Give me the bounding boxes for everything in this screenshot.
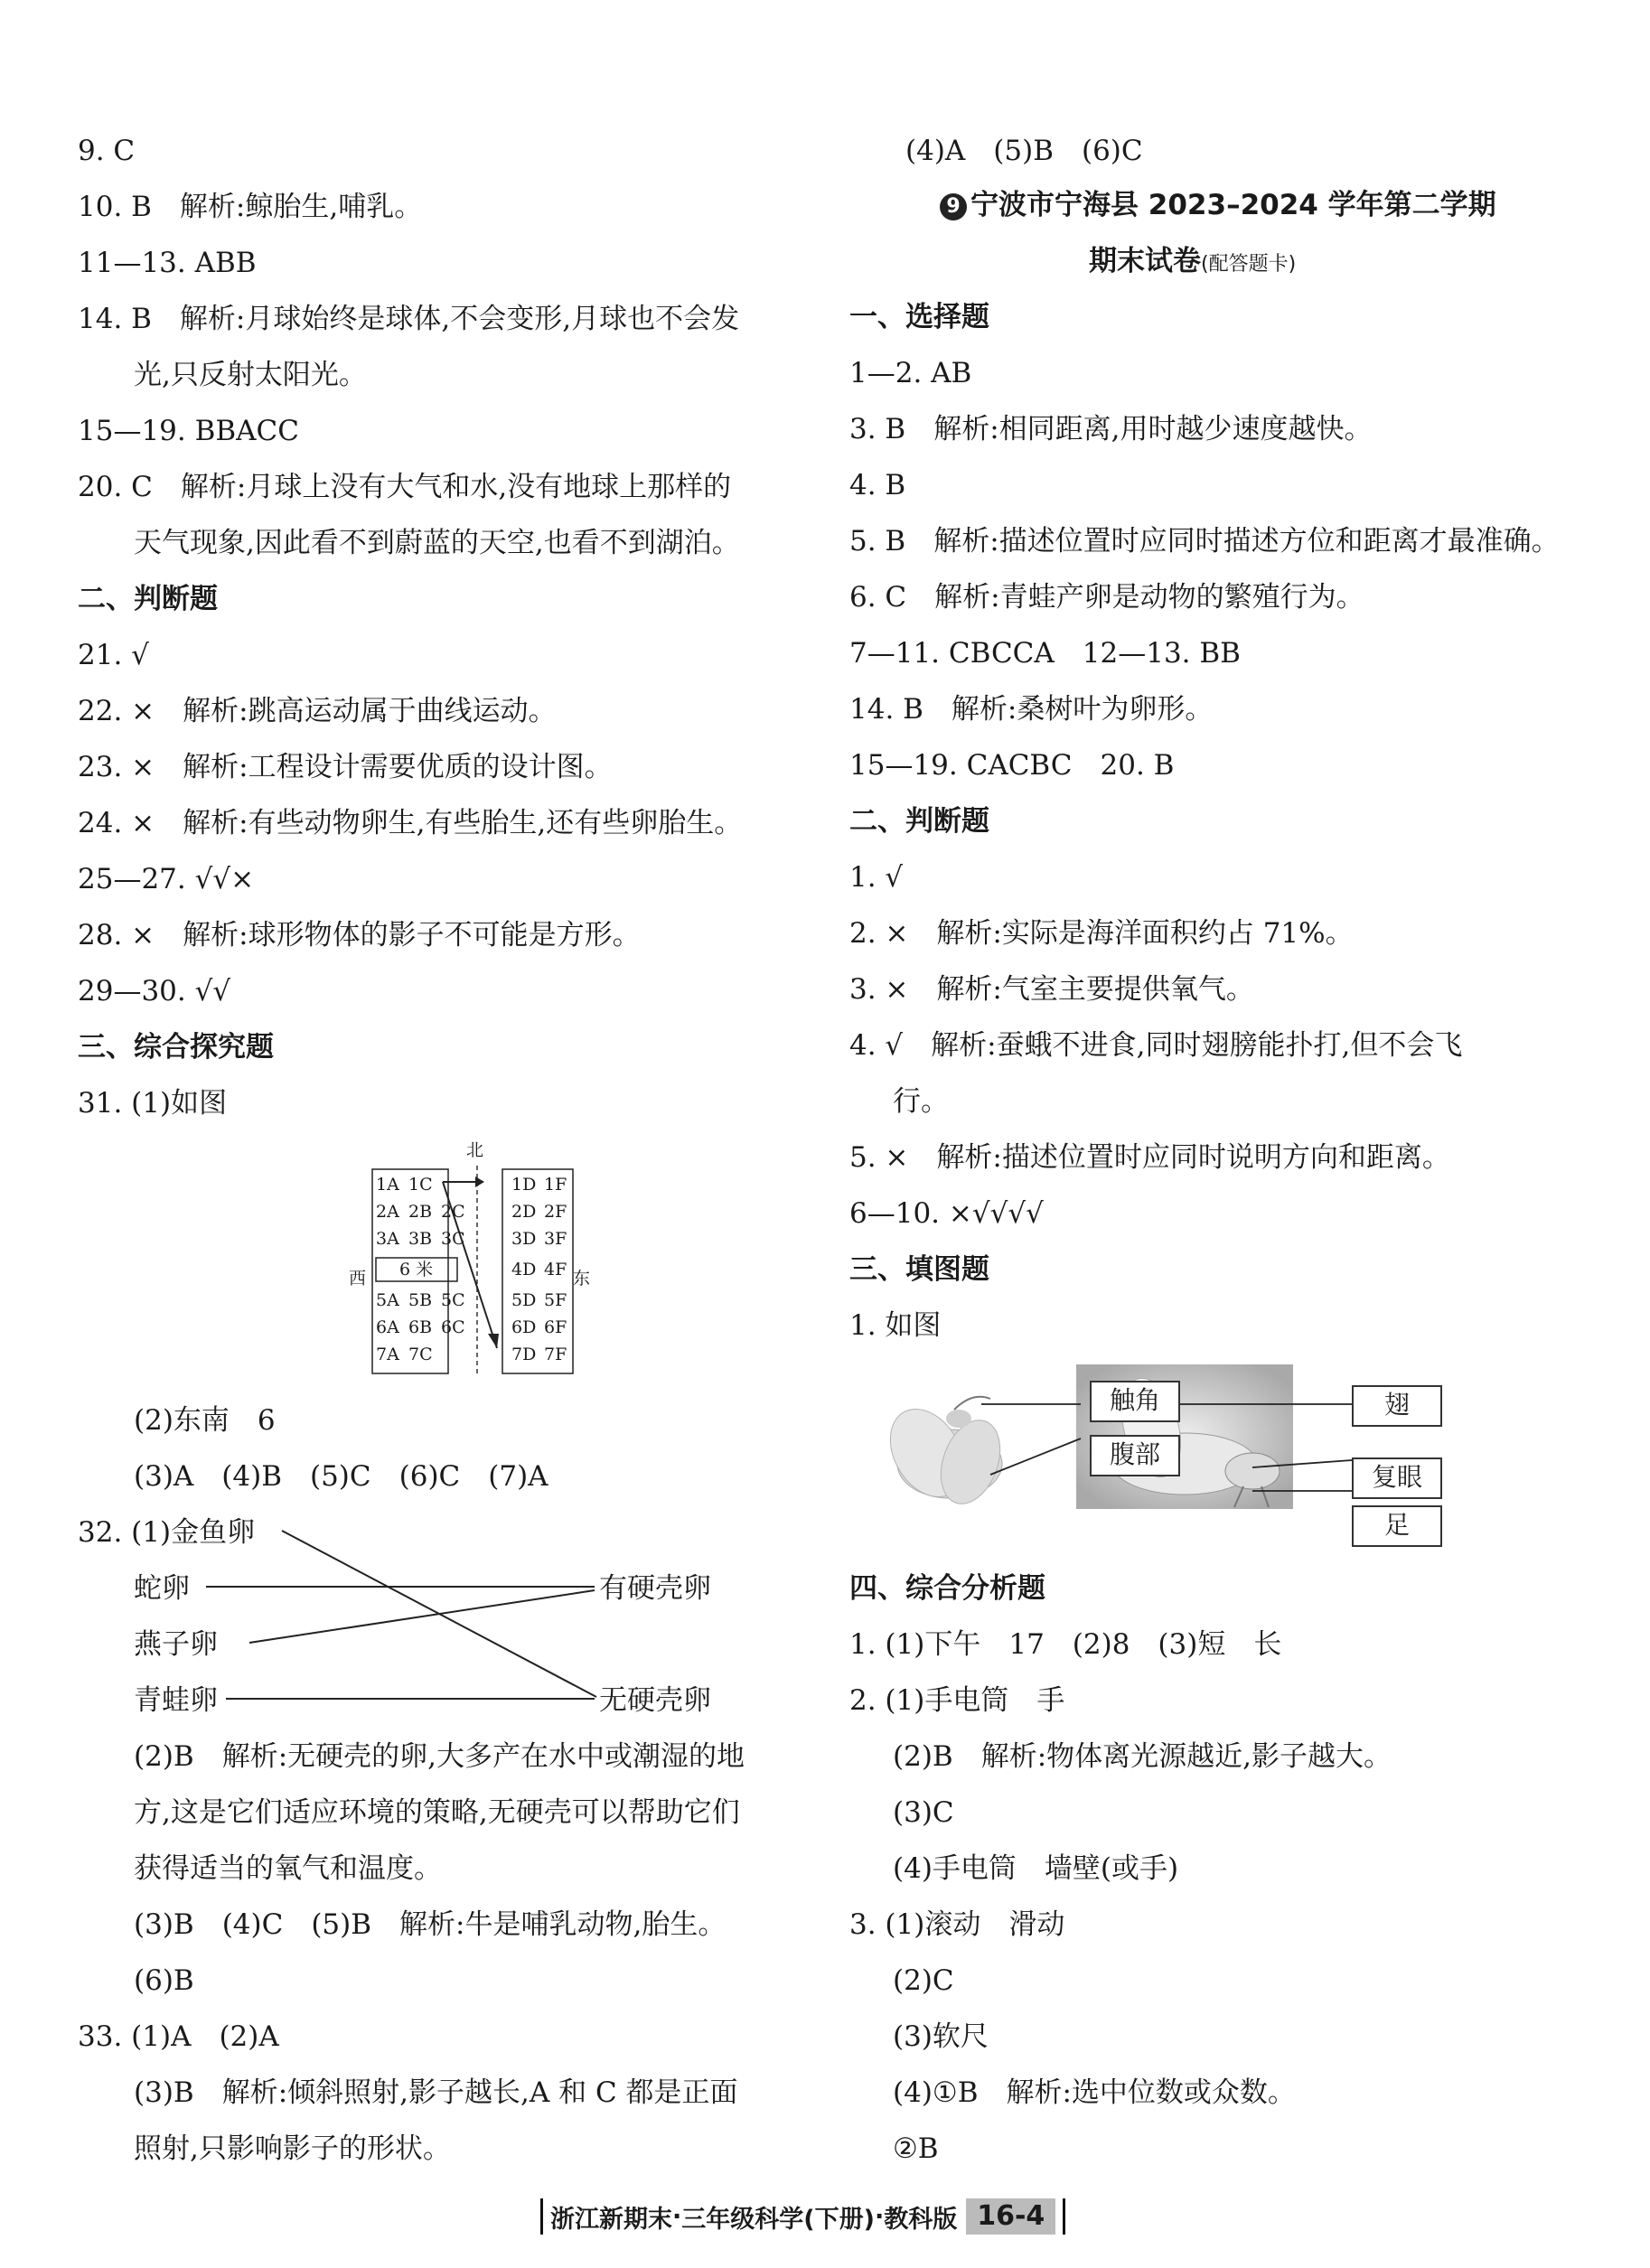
page-number: 16-4 <box>966 2198 1055 2235</box>
answer-32-2: (2)B 解析:无硬壳的卵,大多产在水中或潮湿的地 <box>134 1740 745 1773</box>
grid-cell: 1F <box>544 1175 567 1195</box>
footer-dot: · <box>874 2202 885 2231</box>
section-title-sub: 期末试卷 <box>1089 245 1201 277</box>
grid-cell: 5F <box>544 1290 567 1310</box>
r-analysis-3-1: 3. (1)滚动 滑动 <box>849 1908 1065 1941</box>
grid-cell: 1D <box>511 1175 537 1195</box>
grid-cell: 2D <box>511 1202 537 1222</box>
r-judge-4: 4. √ 解析:蚕蛾不进食,同时翅膀能扑打,但不会飞 <box>849 1029 1463 1062</box>
grid-cell: 2A <box>376 1202 399 1222</box>
r-analysis-3-2: (2)C <box>893 1964 954 1997</box>
answer-33-3: (3)B 解析:倾斜照射,影子越长,A 和 C 都是正面 <box>134 2076 738 2109</box>
answer-11-13: 11—13. ABB <box>78 247 257 279</box>
grid-cell: 2B <box>408 1202 433 1222</box>
section-title-note: (配答题卡) <box>1201 253 1297 276</box>
grid-cell: 3F <box>544 1229 567 1249</box>
grid-cell: 4D <box>511 1260 537 1279</box>
r-fill-1: 1. 如图 <box>849 1309 942 1342</box>
footer-rule-right <box>1063 2198 1065 2235</box>
grid-cell: 2C <box>441 1202 465 1222</box>
section-heading-choice: 一、选择题 <box>849 301 989 333</box>
grid-east-label: 东 <box>573 1269 591 1289</box>
grid-cell: 5A <box>376 1290 399 1310</box>
answer-33-3-cont: 照射,只影响影子的形状。 <box>134 2132 451 2165</box>
label-abdomen: 腹部 <box>1090 1435 1180 1476</box>
label-wing: 翅 <box>1352 1385 1442 1427</box>
r-analysis-3-4: (4)①B 解析:选中位数或众数。 <box>893 2076 1296 2109</box>
grid-cell: 3C <box>441 1229 465 1249</box>
grid-west-label: 西 <box>349 1269 367 1289</box>
answer-32-3-5: (3)B (4)C (5)B 解析:牛是哺乳动物,胎生。 <box>134 1908 727 1941</box>
grid-cell: 7F <box>544 1345 567 1364</box>
match-soft-shell: 无硬壳卵 <box>599 1684 711 1717</box>
grid-cell: 5C <box>441 1290 465 1310</box>
grid-cell: 3A <box>376 1229 399 1249</box>
answer-21: 21. √ <box>78 639 149 671</box>
label-compound-eye: 复眼 <box>1352 1457 1442 1499</box>
r-judge-4-cont: 行。 <box>893 1085 949 1118</box>
match-swallow-egg: 燕子卵 <box>134 1628 218 1661</box>
footer-dot: · <box>672 2202 682 2231</box>
r-answer-6: 6. C 解析:青蛙产卵是动物的繁殖行为。 <box>849 581 1364 614</box>
footer-rule-left <box>540 2198 543 2235</box>
answer-10: 10. B 解析:鲸胎生,哺乳。 <box>78 191 423 223</box>
r-analysis-2-2: (2)B 解析:物体离光源越近,影子越大。 <box>893 1740 1392 1773</box>
answer-33-1-2: 33. (1)A (2)A <box>78 2020 279 2053</box>
answer-29-30: 29—30. √√ <box>78 975 231 1007</box>
r-judge-5: 5. × 解析:描述位置时应同时说明方向和距离。 <box>849 1141 1450 1174</box>
r-answer-4: 4. B <box>849 469 906 501</box>
footer-edition: 教科版 <box>884 2205 958 2234</box>
answer-25-27: 25—27. √√× <box>78 863 255 895</box>
r-analysis-3-4-2: ②B <box>893 2132 939 2165</box>
answer-9: 9. C <box>78 135 136 167</box>
grid-cell: 3B <box>408 1229 433 1249</box>
section-heading-judge: 二、判断题 <box>78 583 218 615</box>
grid-cell: 6 米 <box>399 1260 434 1279</box>
answer-31-3-7: (3)A (4)B (5)C (6)C (7)A <box>134 1460 548 1493</box>
r-answer-3: 3. B 解析:相同距离,用时越少速度越快。 <box>849 413 1373 445</box>
r-judge-1: 1. √ <box>849 861 904 894</box>
grid-cell: 5D <box>511 1290 537 1310</box>
grid-cell: 7C <box>408 1345 433 1364</box>
grid-cell: 1C <box>408 1175 433 1195</box>
r-section-fill: 三、填图题 <box>849 1253 989 1286</box>
section-title-text: 宁波市宁海县 2023–2024 学年第二学期 <box>970 189 1496 221</box>
answer-14-cont: 光,只反射太阳光。 <box>134 359 367 391</box>
r-analysis-1: 1. (1)下午 17 (2)8 (3)短 长 <box>849 1628 1282 1661</box>
answer-31-1: 31. (1)如图 <box>78 1087 228 1120</box>
moth-photo-left <box>876 1396 1011 1512</box>
grid-cell: 3D <box>511 1229 537 1249</box>
grid-cell: 6A <box>376 1317 399 1337</box>
answer-32-2-cont1: 方,这是它们适应环境的策略,无硬壳可以帮助它们 <box>134 1796 740 1829</box>
r-analysis-2-1: 2. (1)手电筒 手 <box>849 1684 1065 1717</box>
answer-31-2: (2)东南 6 <box>134 1404 276 1437</box>
grid-cell: 6F <box>544 1317 567 1337</box>
grid-cell: 1A <box>376 1175 399 1195</box>
answer-20: 20. C 解析:月球上没有大气和水,没有地球上那样的 <box>78 471 732 503</box>
grid-cell: 5B <box>408 1290 433 1310</box>
match-hard-shell: 有硬壳卵 <box>599 1572 711 1605</box>
section-heading-explore: 三、综合探究题 <box>78 1031 274 1064</box>
grid-cell: 7A <box>376 1345 399 1364</box>
grid-north-label: 北 <box>466 1140 484 1160</box>
footer-book: 三年级科学(下册) <box>681 2205 875 2234</box>
answer-24: 24. × 解析:有些动物卵生,有些胎生,还有些卵胎生。 <box>78 807 743 839</box>
r-answer-15-20: 15—19. CACBC 20. B <box>849 749 1175 782</box>
answer-prev-4-6: (4)A (5)B (6)C <box>905 135 1143 167</box>
answer-32-6: (6)B <box>134 1964 194 1997</box>
r-judge-2: 2. × 解析:实际是海洋面积约占 71%。 <box>849 917 1354 950</box>
r-analysis-3-3: (3)软尺 <box>893 2020 989 2053</box>
r-judge-6-10: 6—10. ×√√√√ <box>849 1197 1044 1230</box>
r-analysis-2-4: (4)手电筒 墙壁(或手) <box>893 1852 1179 1885</box>
match-frog-egg: 青蛙卵 <box>134 1684 218 1717</box>
label-leg: 足 <box>1352 1505 1442 1547</box>
section-number-badge: 9 <box>940 193 967 220</box>
grid-cell: 6C <box>441 1317 465 1337</box>
r-answer-5: 5. B 解析:描述位置时应同时描述方位和距离才最准确。 <box>849 525 1560 558</box>
grid-cell: 4F <box>544 1260 567 1279</box>
grid-cell: 6D <box>511 1317 537 1337</box>
footer-series: 浙江新期末 <box>550 2205 672 2234</box>
answer-32-2-cont2: 获得适当的氧气和温度。 <box>134 1852 442 1885</box>
answer-32-1: 32. (1)金鱼卵 <box>78 1516 256 1549</box>
section-title-line2 <box>1089 243 1296 283</box>
match-snake-egg: 蛇卵 <box>134 1572 190 1605</box>
r-section-judge: 二、判断题 <box>849 805 989 838</box>
answer-28: 28. × 解析:球形物体的影子不可能是方形。 <box>78 919 641 951</box>
answer-23: 23. × 解析:工程设计需要优质的设计图。 <box>78 751 613 783</box>
answer-22: 22. × 解析:跳高运动属于曲线运动。 <box>78 695 557 727</box>
answer-15-19: 15—19. BBACC <box>78 415 299 447</box>
r-section-analysis: 四、综合分析题 <box>849 1572 1045 1605</box>
grid-cell: 2F <box>544 1202 567 1222</box>
page-footer <box>533 2197 1073 2236</box>
answer-20-cont: 天气现象,因此看不到蔚蓝的天空,也看不到湖泊。 <box>134 527 740 559</box>
r-answer-7-13: 7—11. CBCCA 12—13. BB <box>849 637 1241 670</box>
r-answer-14: 14. B 解析:桑树叶为卵形。 <box>849 693 1214 726</box>
section-title-line1 <box>940 187 1496 223</box>
r-analysis-2-3: (3)C <box>893 1796 954 1829</box>
grid-cell: 7D <box>511 1345 537 1364</box>
answer-14: 14. B 解析:月球始终是球体,不会变形,月球也不会发 <box>78 303 740 335</box>
r-answer-1-2: 1—2. AB <box>849 357 972 389</box>
grid-cell: 6B <box>408 1317 433 1337</box>
r-judge-3: 3. × 解析:气室主要提供氧气。 <box>849 973 1254 1006</box>
label-antenna: 触角 <box>1090 1381 1180 1422</box>
matching-lines <box>0 0 813 1807</box>
